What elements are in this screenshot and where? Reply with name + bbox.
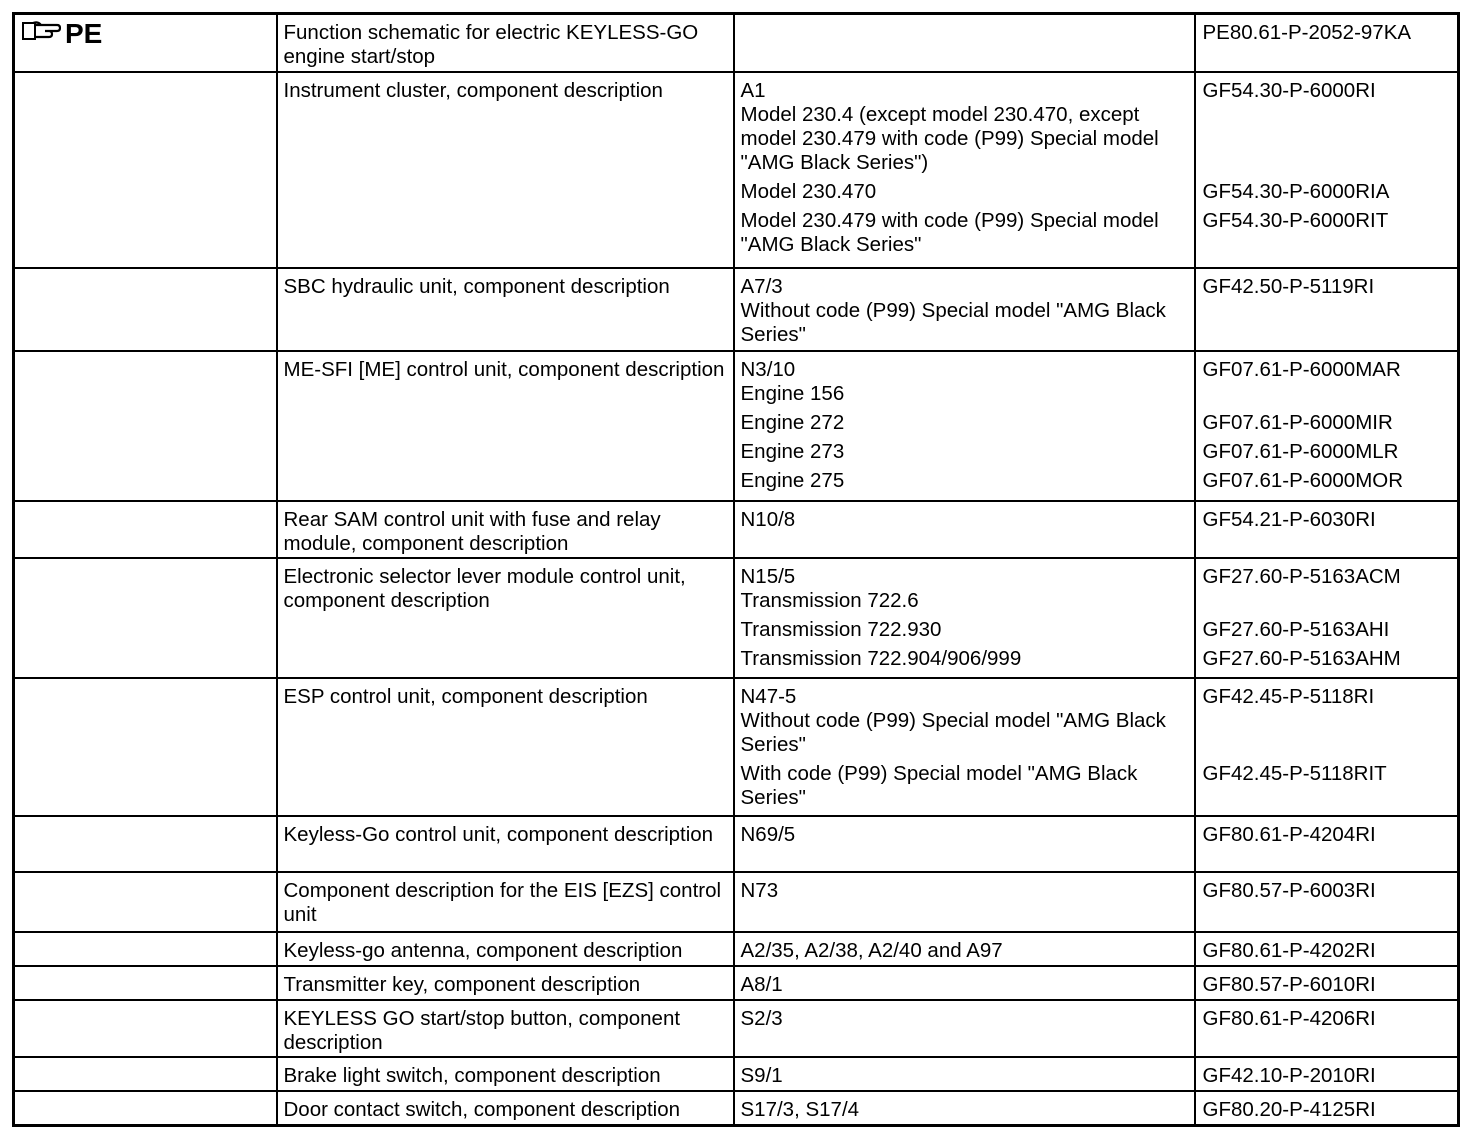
pe-marker <box>15 15 276 48</box>
marker-cell <box>14 268 277 351</box>
spec-ref-cell <box>734 268 1459 351</box>
document-reference[interactable]: GF80.57-P-6003RI <box>1202 878 1376 902</box>
component-spec: N47-5 Without code (P99) Special model "AMG Black Series" <box>740 684 1166 756</box>
table-row <box>14 1057 1459 1091</box>
spec-ref-cell <box>734 1057 1459 1091</box>
marker-cell <box>14 1057 277 1091</box>
component-spec: N69/5 <box>740 822 796 846</box>
spec-ref-entry <box>735 933 1458 965</box>
spec-ref-entry <box>735 352 1458 408</box>
spec-ref-entry <box>735 759 1458 812</box>
spec-ref-cell <box>734 558 1459 678</box>
document-reference[interactable]: GF54.30-P-6000RI <box>1202 78 1376 102</box>
spec-ref-cell <box>734 14 1459 72</box>
spec-ref-entry <box>735 437 1458 466</box>
table-row <box>14 268 1459 351</box>
spec-ref-entry <box>735 1058 1458 1090</box>
spec-ref-entry <box>735 559 1458 615</box>
component-spec: S9/1 <box>740 1063 783 1087</box>
table-row <box>14 678 1459 816</box>
marker-cell <box>14 351 277 501</box>
description-cell <box>277 72 734 268</box>
document-reference[interactable]: PE80.61-P-2052-97KA <box>1202 21 1412 44</box>
description-cell <box>277 872 734 932</box>
marker-cell <box>14 872 277 932</box>
table-row <box>14 816 1459 872</box>
document-reference[interactable]: GF80.61-P-4202RI <box>1202 938 1376 962</box>
spec-ref-entry <box>735 269 1458 349</box>
marker-cell <box>14 501 277 558</box>
description-cell <box>277 268 734 351</box>
spec-ref-entry <box>735 206 1458 259</box>
table-row <box>14 558 1459 678</box>
component-spec: S17/3, S17/4 <box>740 1097 860 1121</box>
component-spec: With code (P99) Special model "AMG Black Series" <box>740 761 1138 809</box>
description-cell <box>277 932 734 966</box>
marker-cell <box>14 678 277 816</box>
component-description: Rear SAM control unit with fuse and relay module, component description <box>283 507 661 555</box>
spec-ref-cell <box>734 678 1459 816</box>
document-reference[interactable]: GF07.61-P-6000MAR <box>1202 357 1401 381</box>
spec-ref-cell <box>734 1000 1459 1057</box>
spec-ref-cell <box>734 816 1459 872</box>
spec-ref-entry <box>735 644 1458 673</box>
document-reference[interactable]: GF42.50-P-5119RI <box>1202 274 1375 298</box>
component-description: Component description for the EIS [EZS] control unit <box>283 878 722 926</box>
document-reference[interactable]: GF80.61-P-4204RI <box>1202 822 1376 846</box>
description-cell <box>277 501 734 558</box>
component-spec: Transmission 722.930 <box>740 617 942 641</box>
spec-ref-entry <box>735 15 1458 47</box>
spec-ref-entry <box>735 408 1458 437</box>
spec-ref-entry <box>735 466 1458 495</box>
spec-ref-entry <box>735 967 1458 999</box>
table-row <box>14 932 1459 966</box>
reference-table <box>12 12 1460 1127</box>
table-row <box>14 351 1459 501</box>
document-reference[interactable]: GF27.60-P-5163AHM <box>1202 646 1401 670</box>
document-reference[interactable]: GF80.57-P-6010RI <box>1202 972 1376 996</box>
document-reference[interactable]: GF54.30-P-6000RIA <box>1202 179 1390 203</box>
document-reference[interactable]: GF54.30-P-6000RIT <box>1202 208 1389 232</box>
component-description: Keyless-go antenna, component description <box>283 938 683 962</box>
document-reference[interactable]: GF42.45-P-5118RIT <box>1202 761 1387 785</box>
spec-ref-cell <box>734 501 1459 558</box>
component-spec: A2/35, A2/38, A2/40 and A97 <box>740 938 1003 962</box>
spec-ref-entry <box>735 177 1458 206</box>
spec-ref-cell <box>734 72 1459 268</box>
spec-ref-entry <box>735 817 1458 849</box>
component-spec: N3/10 Engine 156 <box>740 357 845 405</box>
spec-ref-cell <box>734 966 1459 1000</box>
component-spec: Model 230.470 <box>740 179 877 203</box>
marker-cell <box>14 816 277 872</box>
component-description: Electronic selector lever module control unit, component description <box>283 564 686 612</box>
pointing-hand-icon <box>21 19 65 48</box>
description-cell <box>277 1000 734 1057</box>
component-spec: S2/3 <box>740 1006 783 1030</box>
component-spec: N73 <box>740 878 779 902</box>
component-description: Keyless-Go control unit, component description <box>283 822 714 846</box>
component-description: Brake light switch, component description <box>283 1063 661 1087</box>
marker-cell <box>14 966 277 1000</box>
component-description: Instrument cluster, component description <box>283 78 663 102</box>
spec-ref-cell <box>734 1091 1459 1126</box>
spec-ref-entry <box>735 615 1458 644</box>
pe-label: PE <box>65 17 103 49</box>
table-row <box>14 14 1459 72</box>
description-cell <box>277 351 734 501</box>
table-row <box>14 872 1459 932</box>
component-description: Function schematic for electric KEYLESS-GO engine start/stop <box>283 21 699 68</box>
component-spec: Transmission 722.904/906/999 <box>740 646 1022 670</box>
component-spec <box>741 21 1187 45</box>
marker-cell <box>14 932 277 966</box>
document-reference[interactable]: GF07.61-P-6000MLR <box>1202 439 1399 463</box>
marker-cell <box>14 72 277 268</box>
component-spec: N15/5 Transmission 722.6 <box>740 564 919 612</box>
component-spec: A1 Model 230.4 (except model 230.470, except model 230.479 with code (P99) Special model "AMG Black Series") <box>740 78 1159 174</box>
marker-cell <box>14 14 277 72</box>
document-reference[interactable]: GF80.61-P-4206RI <box>1202 1006 1376 1030</box>
spec-ref-cell <box>734 932 1459 966</box>
description-cell <box>277 966 734 1000</box>
document-reference[interactable]: GF80.20-P-4125RI <box>1202 1097 1376 1121</box>
marker-cell <box>14 1091 277 1126</box>
description-cell <box>277 558 734 678</box>
table-row <box>14 72 1459 268</box>
table-row <box>14 1091 1459 1126</box>
marker-cell <box>14 1000 277 1057</box>
document-reference[interactable]: GF07.61-P-6000MIR <box>1202 410 1393 434</box>
document-reference[interactable]: GF07.61-P-6000MOR <box>1202 468 1404 492</box>
spec-ref-cell <box>734 872 1459 932</box>
document-reference[interactable]: GF54.21-P-6030RI <box>1202 507 1376 531</box>
table-row <box>14 1000 1459 1057</box>
description-cell <box>277 14 734 72</box>
table-row <box>14 501 1459 558</box>
marker-cell <box>14 558 277 678</box>
description-cell <box>277 678 734 816</box>
document-reference[interactable]: GF42.10-P-2010RI <box>1202 1063 1376 1087</box>
spec-ref-entry <box>735 1092 1458 1124</box>
table-row <box>14 966 1459 1000</box>
component-spec: A7/3 Without code (P99) Special model "AMG Black Series" <box>740 274 1166 346</box>
component-description: ESP control unit, component description <box>283 684 648 708</box>
component-spec: Model 230.479 with code (P99) Special model "AMG Black Series" <box>740 208 1159 256</box>
description-cell <box>277 1057 734 1091</box>
component-description: Door contact switch, component description <box>283 1097 681 1121</box>
spec-ref-entry <box>735 502 1458 534</box>
component-description: ME-SFI [ME] control unit, component description <box>283 357 725 381</box>
component-spec: A8/1 <box>740 972 783 996</box>
table-body <box>14 14 1459 1126</box>
document-reference[interactable]: GF27.60-P-5163ACM <box>1202 564 1401 588</box>
spec-ref-entry <box>735 873 1458 905</box>
document-reference[interactable]: GF42.45-P-5118RI <box>1202 684 1375 708</box>
component-description: KEYLESS GO start/stop button, component description <box>283 1006 681 1054</box>
component-spec: Engine 272 <box>740 410 845 434</box>
component-spec: Engine 273 <box>740 439 845 463</box>
spec-ref-entry <box>735 679 1458 759</box>
spec-ref-cell <box>734 351 1459 501</box>
component-description: Transmitter key, component description <box>283 972 641 996</box>
description-cell <box>277 1091 734 1126</box>
component-spec: N10/8 <box>740 507 796 531</box>
description-cell <box>277 816 734 872</box>
spec-ref-entry <box>735 73 1458 177</box>
document-reference[interactable]: GF27.60-P-5163AHI <box>1202 617 1390 641</box>
component-spec: Engine 275 <box>740 468 845 492</box>
component-description: SBC hydraulic unit, component description <box>283 274 670 298</box>
spec-ref-entry <box>735 1001 1458 1033</box>
